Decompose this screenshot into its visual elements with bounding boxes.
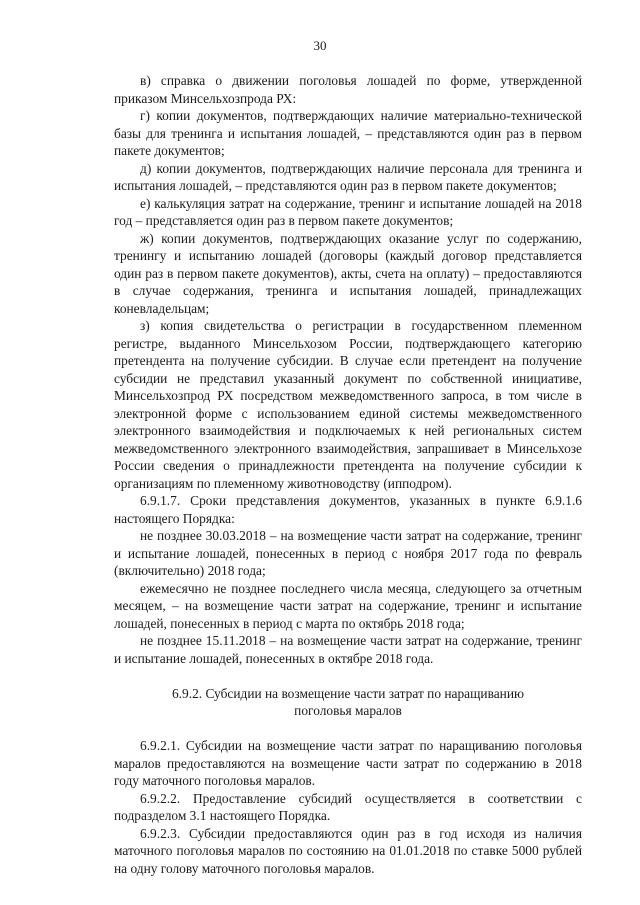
document-body: [114, 72, 582, 877]
deadline-item: ежемесячно не позднее последнего числа месяца, следующего за отчетным месяцем, – на возмещение части затрат на содержание, тренинг и испытание лошадей, понесенных в период с марта по октябрь 2018 года;: [114, 580, 582, 631]
paragraph-6-9-2-3: 6.9.2.3. Субсидии предоставляются один раз в год исходя из наличия маточного поголовья маралов по состоянию на 01.01.2018 по ставке 5000 рублей на одну голову маточного поголовья маралов.: [114, 825, 582, 876]
deadline-item: не позднее 15.11.2018 – на возмещение части затрат на содержание, тренинг и испытание лошадей, понесенных в октябре 2018 года.: [114, 633, 582, 666]
paragraph-z: з) копия свидетельства о регистрации в государственном племенном регистре, выданного Минсельхозом России, подтверждающего категорию претендента на получение субсидии. В случае если претендент на получение субсидии не представил указанный документ по собственной инициативе, Минсельхозпрод РХ посредством межведомственного запроса, в том числе в электронной форме с использованием единой системы межведомственного электронного взаимодействия и подключаемых к ней региональных систем межведомственного электронного взаимодействия, запрашивает в Минсельхозе России сведения о принадлежности претендента на получение субсидии к организациям по племенному животноводству (ипподром).: [114, 318, 582, 491]
deadline-item: не позднее 30.03.2018 – на возмещение части затрат на содержание, тренинг и испытание лошадей, понесенных в период с ноября 2017 года по февраль (включительно) 2018 года;: [114, 528, 582, 578]
paragraph-e: е) калькуляция затрат на содержание, тренинг и испытание лошадей на 2018 год – представляется один раз в первом пакете документов;: [114, 195, 582, 228]
section-heading: 6.9.2. Субсидии на возмещение части затрат по наращиванию поголовья маралов: [171, 685, 525, 718]
paragraph-zh: ж) копии документов, подтверждающих оказание услуг по содержанию, тренингу и испытанию лошадей (договоры (каждый договор представляется один раз в первом пакете документов), акты, счета на оплату) – предоставляются в случае содержания, тренинга и испытания лошадей, принадлежащих коневладельцам;: [114, 230, 582, 316]
paragraph-g: г) копии документов, подтверждающих наличие материально-технической базы для тренинга и испытания лошадей, – представляются один раз в первом пакете документов;: [114, 108, 582, 158]
paragraph-6-9-1-7: 6.9.1.7. Сроки представления документов, указанных в пункте 6.9.1.6 настоящего Порядка:: [114, 493, 582, 526]
paragraph-6-9-2-1: 6.9.2.1. Субсидии на возмещение части затрат по наращиванию поголовья маралов предоставляются на возмещение части затрат по содержанию в 2018 году маточного поголовья маралов.: [114, 738, 582, 788]
paragraph-6-9-2-2: 6.9.2.2. Предоставление субсидий осуществляется в соответствии с подразделом 3.1 настоящего Порядка.: [114, 790, 582, 823]
page-number: 30: [313, 38, 327, 53]
paragraph-v: в) справка о движении поголовья лошадей по форме, утвержденной приказом Минсельхозпрода РХ:: [114, 73, 582, 106]
paragraph-d: д) копии документов, подтверждающих наличие персонала для тренинга и испытания лошадей, – представляются один раз в первом пакете документов;: [114, 160, 582, 193]
